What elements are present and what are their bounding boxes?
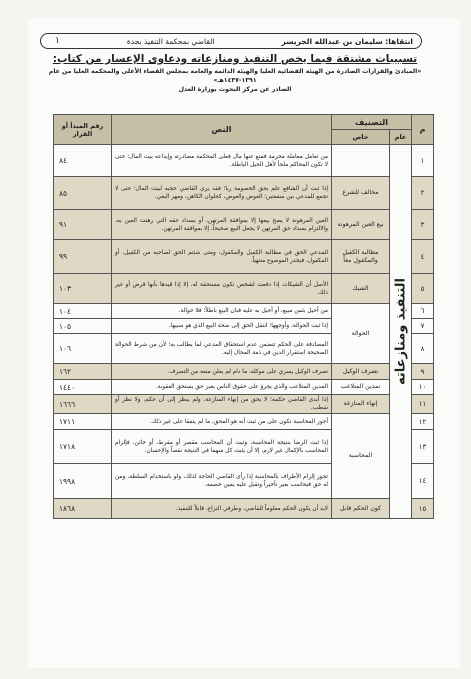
document-titles [40,53,430,94]
specific-classification [332,145,390,177]
row-number: ١١ [412,395,434,414]
principles-table [53,114,434,519]
specific-classification: مطالبة الكفيل والمكفول معاً [332,240,390,274]
row-number: ٨ [412,334,434,364]
principle-ref-number: ٨٥ [54,177,112,210]
principle-ref-number: ١٤٤٠ [54,380,112,395]
principle-text: إذا ثبت أن الشافع علم بحق الخصومة ربا؛ فقد يرى القاضي حجبه لبيت المال؛ حتى لا تجمع للمدعي بين منفعتين؛ العوض والعوض، كحلوان الكاهن، ومهر البغي. [112,177,332,210]
principle-text: تصرف الوكيل يسري على موكله، ما دام لم يعلن منعه من التصرف. [112,364,332,380]
header-author: انتقاها: سليمان بن عبدالله الجريسر [281,36,413,46]
row-number: ٩ [412,364,434,380]
table-body [54,145,434,519]
principle-text: إذا ثبت الرضا بنتيجة المحاسبة، وثبت أن المحاسب مقصر أو مفرط، أو خائن، فإلزام المحاسب بالإكمال غير لازم، إلا أن يثبت كل منهما في النتيجة نقصاً والإحسان. [112,430,332,464]
specific-classification: بيع العين المرهونة [332,210,390,240]
principle-text: العين المرهونة لا يصح بيعها إلا بموافقة المرتهن، أو بسداد حقه التي رهنت العين به، والالتزام بسداد حق المرتهن لا يجعل البيع صحيحاً، إلا بموافقة المرتهن. [112,210,332,240]
principle-text: أجور المحاسبة تكون على من ثبت أنه هو المحق، ما لم يتفقا على غير ذلك. [112,414,332,430]
table-row [54,304,434,319]
row-number: ٤ [412,240,434,274]
principle-ref-number: ٨٤ [54,145,112,177]
table-row [54,274,434,304]
principle-text: من تعامل معاملة محرمة فمنع عنها مال فعلى المحكمة مصادرته وإيداعه بيت المال؛ حتى لا تكون المحاكم ملجأ لأهل الحيل الباطلة. [112,145,332,177]
principle-text: المصادقة على الحكم تتضمن عدم استحقاق المدعي لما يطالب به؛ لأن من شرط الحوالة الصحيحة استقرار الدين في ذمة المحال إليه. [112,334,332,364]
header-text: النص [112,115,332,145]
principle-ref-number: ٩٩ [54,240,112,274]
header-ref: رقم المبدأ أو القرار [54,115,112,145]
table-row [54,395,434,414]
specific-classification: مخالف للشرع [332,177,390,210]
table-row [54,380,434,395]
principle-ref-number: ١٨٦٨ [54,499,112,519]
specific-classification: إنهاء المنازعة [332,395,390,414]
header-num: م [412,115,434,145]
principle-ref-number: ٩١ [54,210,112,240]
principle-ref-number: ١٧١١ [54,414,112,430]
table-row [54,145,434,177]
document-title: تسبيبات مشتقة فيما يخص التنفيذ ومنازعاته ودعاوى الإعسار من كتاب: [52,53,418,65]
row-number: ١ [412,145,434,177]
principle-ref-number: ١٠٦ [54,334,112,364]
row-number: ١٠ [412,380,434,395]
principle-ref-number: ١٦٢ [54,364,112,380]
row-number: ٦ [412,304,434,319]
general-classification: التنفيذ ومنازعاته [390,145,412,519]
principle-text: تجوز إلزام الأطراف بالمحاسبة إذا رأى القاضي الحاجة لذلك، ولو باستخدام السلطة، ومن له حق فيحاسب بغير تأخيراً وتقبل عليه يمين خصمه. [112,464,332,499]
row-number: ٣ [412,210,434,240]
principle-text: الأصل أن الشيكات إذا دفعت لشخص تكون مستحقة له، إلا إذا قيدها بأنها قرض أو غير ذلك. [112,274,332,304]
document-subtitle-1: «المبادئ والقرارات الصادرة من الهيئة القضائية العليا والهيئة الدائمة والعامة بمجلس القضاء الأعلى والمحكمة العليا من عام ١٣٩١-١٤٣٧هـ» [48,68,422,84]
header-general: عام [390,130,412,145]
table-row [54,240,434,274]
row-number: ١٤ [412,464,434,499]
principle-text: للمدعي الحق في مطالبة الكفيل والمكفول، ومتى شئتم الحق لصاحبه من الكفيل، أو المكفول، فيجدر الموضوع منتهياً. [112,240,332,274]
document-subtitle-2: الصادر عن مركز البحوث بوزارة العدل [178,86,292,93]
page-number: ١ [55,36,60,46]
row-number: ١٣ [412,430,434,464]
specific-classification: كون الحكم قابل [332,499,390,519]
table-row [54,364,434,380]
principle-ref-number: ١٧١٨ [54,430,112,464]
header-specific: خاص [332,130,390,145]
table-row [54,414,434,430]
principle-text: إذا ثبت الحوالة، وأوجهها؛ انتقل الحق إلى صحة البيع الذي هو سببها. [112,319,332,334]
principle-text: المدين المتلاعب والذي يجرؤ على حقوق الناس بغير حق يستحق العقوبة. [112,380,332,395]
header-position: القاضي بمحكمة التنفيذ بجدة [126,36,215,46]
principle-text: لابد أن يكون الحكم معلوماً للقاضي، وطرفي النزاع، قابلاً للتنفيذ. [112,499,332,519]
specific-classification: الحوالة [332,304,390,364]
principle-ref-number: ١٠٣ [54,274,112,304]
specific-classification: المحاسبة [332,414,390,499]
row-number: ١٢ [412,414,434,430]
table-row [54,210,434,240]
table-row [54,499,434,519]
principle-ref-number: ١٠٥ [54,319,112,334]
specific-classification: تمدين المتلاعب [332,380,390,395]
header-classification: التصنيف [332,115,412,130]
row-number: ٧ [412,319,434,334]
table-row [54,177,434,210]
principle-ref-number: ١٠٤ [54,304,112,319]
principle-ref-number: ١٦٦٦ [54,395,112,414]
specific-classification: الشيك [332,274,390,304]
specific-classification: تصرف الوكيل [332,364,390,380]
principle-text: من أحيل بثمن مبيع، أو أحيل به عليه فبان البيع باطلاً؛ فلا حوالة. [112,304,332,319]
page-header [40,33,422,49]
row-number: ٥ [412,274,434,304]
row-number: ١٥ [412,499,434,519]
principle-text: إذا أبدى القاضي حكمه؛ لا يحق من إنهاء المنازعة، ولم ينظر إلى أن حكم، ولا نظر أو شطب. [112,395,332,414]
row-number: ٢ [412,177,434,210]
principle-ref-number: ١٩٩٨ [54,464,112,499]
